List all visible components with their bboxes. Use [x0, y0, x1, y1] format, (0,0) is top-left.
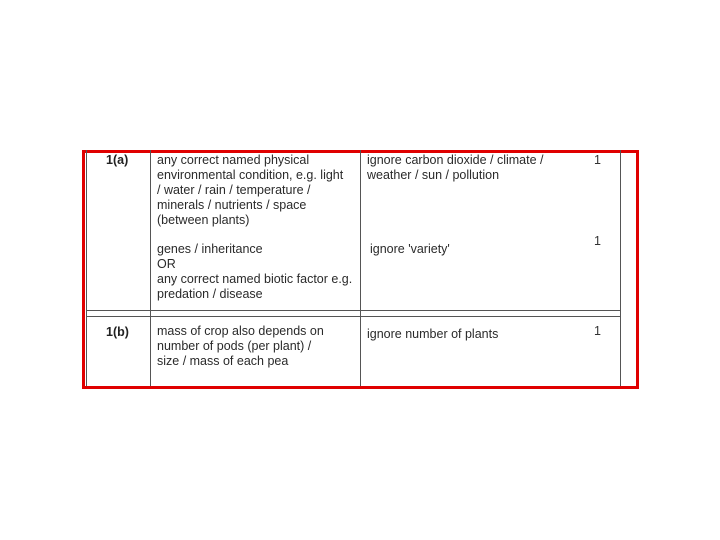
- answer-text: mass of crop also depends on number of pods (per plant) / size / mass of each pea: [157, 324, 324, 368]
- table-rule-row2-top: [86, 316, 621, 317]
- table-rule-col3: [620, 150, 621, 386]
- question-number: 1(a): [106, 153, 129, 167]
- question-number: 1(b): [106, 325, 129, 339]
- mark-value: 1: [594, 234, 601, 248]
- table-rule-col1: [150, 150, 151, 386]
- answer-text: genes / inheritance OR any correct named biotic factor e.g. predation / disease: [157, 242, 353, 301]
- guidance-text: ignore carbon dioxide / climate / weather / sun / pollution: [367, 153, 544, 182]
- table-rule-left: [86, 150, 87, 386]
- answer-text: any correct named physical environmental condition, e.g. light / water / rain / temperature / minerals / nutrients / space (between plants): [157, 153, 344, 227]
- mark-value: 1: [594, 153, 601, 167]
- guidance-text: ignore number of plants: [367, 327, 499, 341]
- guidance-text: ignore 'variety': [370, 242, 450, 256]
- mark-value: 1: [594, 324, 601, 338]
- table-rule-row1-bottom: [86, 310, 621, 311]
